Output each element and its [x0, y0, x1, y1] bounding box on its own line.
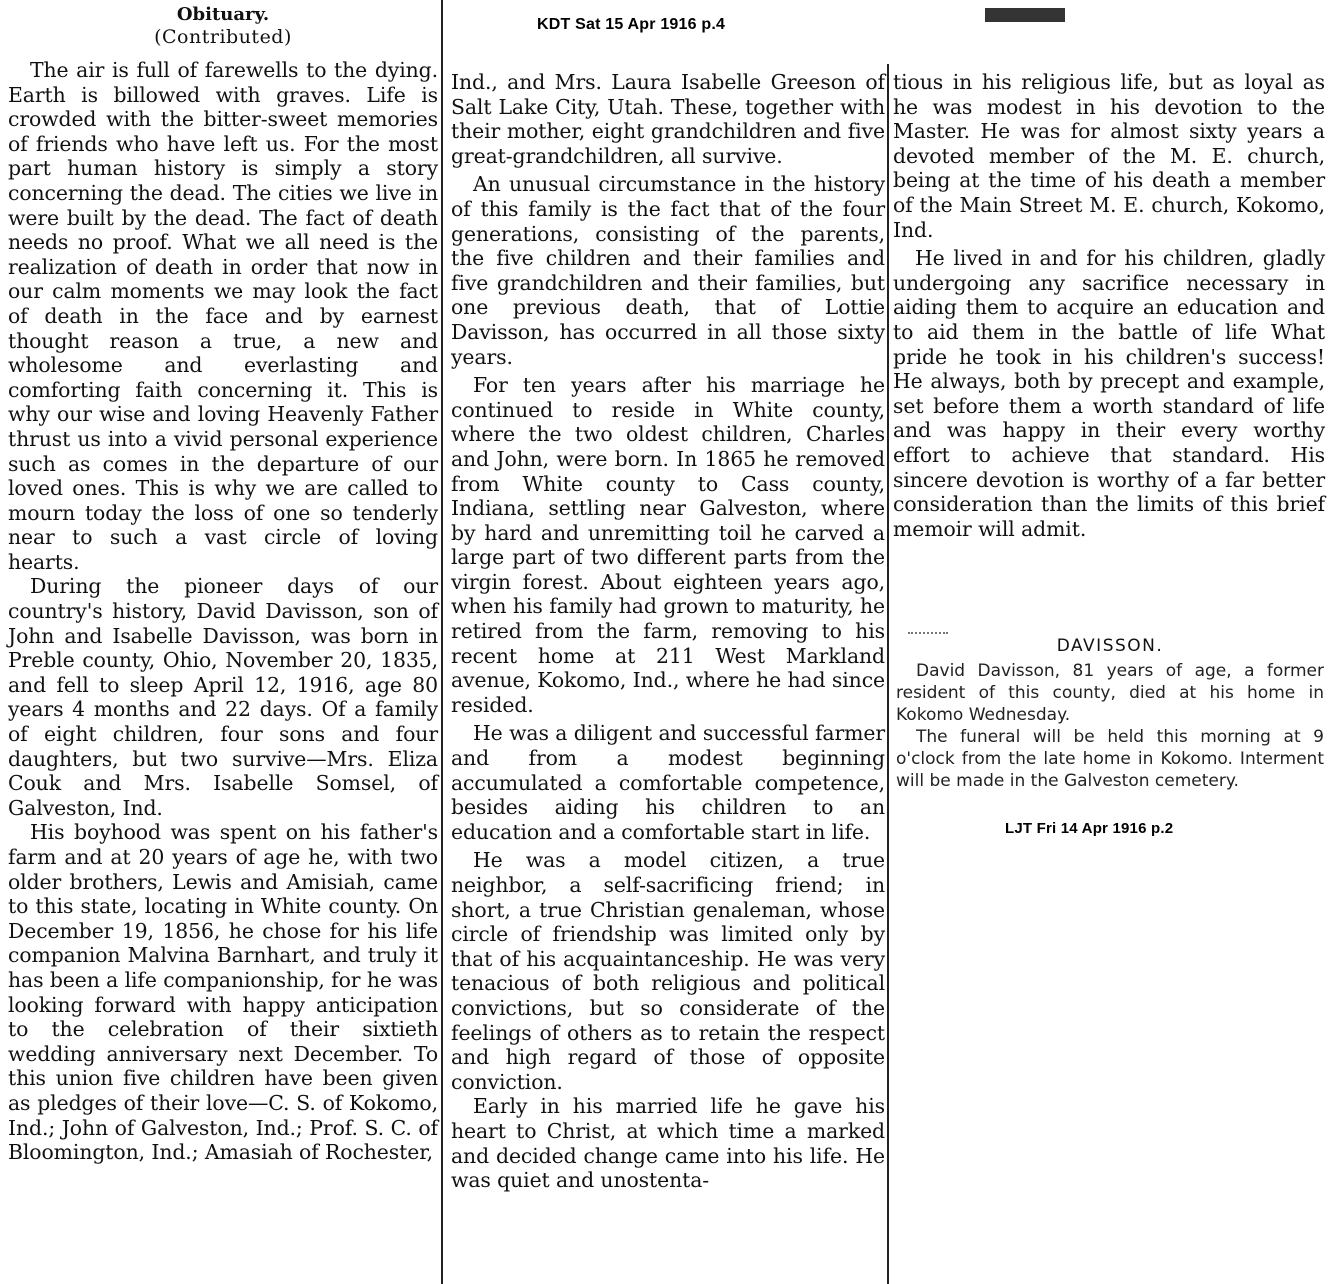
- paragraph: During the pioneer days of our country's history, David Davisson, son of John and Isabelle Davisson, was born in Preble county, Ohio, November 20, 1835, and fell to sleep April 12, 1916, age 80 years 4 months and 22 days. Of a family of eight children, four sons and four daughters, but two survive—Mrs. Eliza Couk and Mrs. Isabelle Somsel, of Galveston, Ind.: [8, 574, 438, 820]
- paragraph: He was a model citizen, a true neighbor, a self-sacrificing friend; in short, a true Christian genaleman, whose circle of friendship was limited only by that of his acquaintanceship. He was very tenacious of both religious and political convictions, but so considerate of the feelings of others as to retain the respect and high regard of those of opposite conviction.: [451, 848, 885, 1094]
- paragraph: His boyhood was spent on his father's farm and at 20 years of age he, with two older brothers, Lewis and Amisiah, came to this state, locating in White county. On December 19, 1856, he chose for his life companion Malvina Barnhart, and truly it has been a life companionship, for he was looking forward with happy anticipation to the celebration of their sixtieth wedding anniversary next December. To this union five children have been given as pledges of their love—C. S. of Kokomo, Ind.; John of Galveston, Ind.; Prof. S. C. of Bloomington, Ind.; Amasiah of Rochester,: [8, 820, 438, 1165]
- print-smudge: [985, 8, 1065, 22]
- obituary-title: Obituary.: [176, 4, 270, 25]
- paragraph: The air is full of farewells to the dying. Earth is billowed with graves. Life is crowded with the bitter-sweet memories of friends who have left us. For the most part human history is simply a story concerning the dead. The cities we live in were built by the dead. The fact of death needs no proof. What we all need is the realization of death in order that now in our calm moments we may look the fact of death in the face and by earnest thought reason a true, a new and wholesome and everlasting and comforting faith concerning it. This is why our wise and loving Heavenly Father thrust us into a vivid personal experience such as comes in the departure of our loved ones. This is why we are called to mourn today the loss of one so tenderly near to such a vast circle of loving hearts.: [8, 58, 438, 574]
- source-citation-ljt: LJT Fri 14 Apr 1916 p.2: [1005, 820, 1174, 837]
- obituary-column-2: [451, 70, 885, 1193]
- column-rule-2: [887, 64, 889, 1284]
- obituary-column-3: [893, 70, 1325, 541]
- paragraph: For ten years after his marriage he continued to reside in White county, where the two oldest children, Charles and John, were born. In 1865 he removed from White county to Cass county, Indiana, settling near Galveston, where by hard and unremitting toil he carved a large part of two different parts from the virgin forest. About eighteen years ago, when his family had grown to maturity, he retired from the farm, removing to his recent home at 211 West Markland avenue, Kokomo, Ind., where he had since resided.: [451, 373, 885, 717]
- obituary-subtitle: (Contributed): [154, 26, 292, 48]
- notice-paragraph: The funeral will be held this morning at 9 o'clock from the late home in Kokomo. Interment will be made in the Galveston cemetery.: [896, 727, 1324, 791]
- paragraph: Early in his married life he gave his heart to Christ, at which time a marked and decided change came into his life. He was quiet and unostenta-: [451, 1094, 885, 1193]
- source-citation-kdt: KDT Sat 15 Apr 1916 p.4: [537, 16, 726, 33]
- death-notice: [896, 636, 1324, 792]
- paragraph: He lived in and for his children, gladly undergoing any sacrifice necessary in aiding them to acquire an education and to aid them in the battle of life What pride he took in his children's success! He always, both by precept and example, set before them a worth standard of life and was happy in their every worthy effort to achieve that standard. His sincere devotion is worthy of a far better consideration than the limits of this brief memoir will admit.: [893, 246, 1325, 541]
- paragraph: He was a diligent and successful farmer and from a modest beginning accumulated a comfortable competence, besides aiding his children to an education and a comfortable start in life.: [451, 721, 885, 844]
- column-rule-1: [441, 0, 443, 1284]
- paragraph: An unusual circumstance in the history of this family is the fact that of the four generations, consisting of the parents, the five children and their families and five grandchildren and their families, but one previous death, that of Lottie Davisson, has occurred in all those sixty years.: [451, 172, 885, 369]
- notice-title: DAVISSON.: [1056, 636, 1164, 656]
- notice-paragraph: David Davisson, 81 years of age, a former resident of this county, died at his home in Kokomo Wednesday.: [896, 661, 1324, 725]
- paragraph: Ind., and Mrs. Laura Isabelle Greeson of Salt Lake City, Utah. These, together with their mother, eight grandchildren and five great-grandchildren, all survive.: [451, 70, 885, 168]
- paragraph: tious in his religious life, but as loyal as he was modest in his devotion to the Master. He was for almost sixty years a devoted member of the M. E. church, being at the time of his death a member of the Main Street M. E. church, Kokomo, Ind.: [893, 70, 1325, 242]
- obituary-column-1: [8, 4, 438, 1165]
